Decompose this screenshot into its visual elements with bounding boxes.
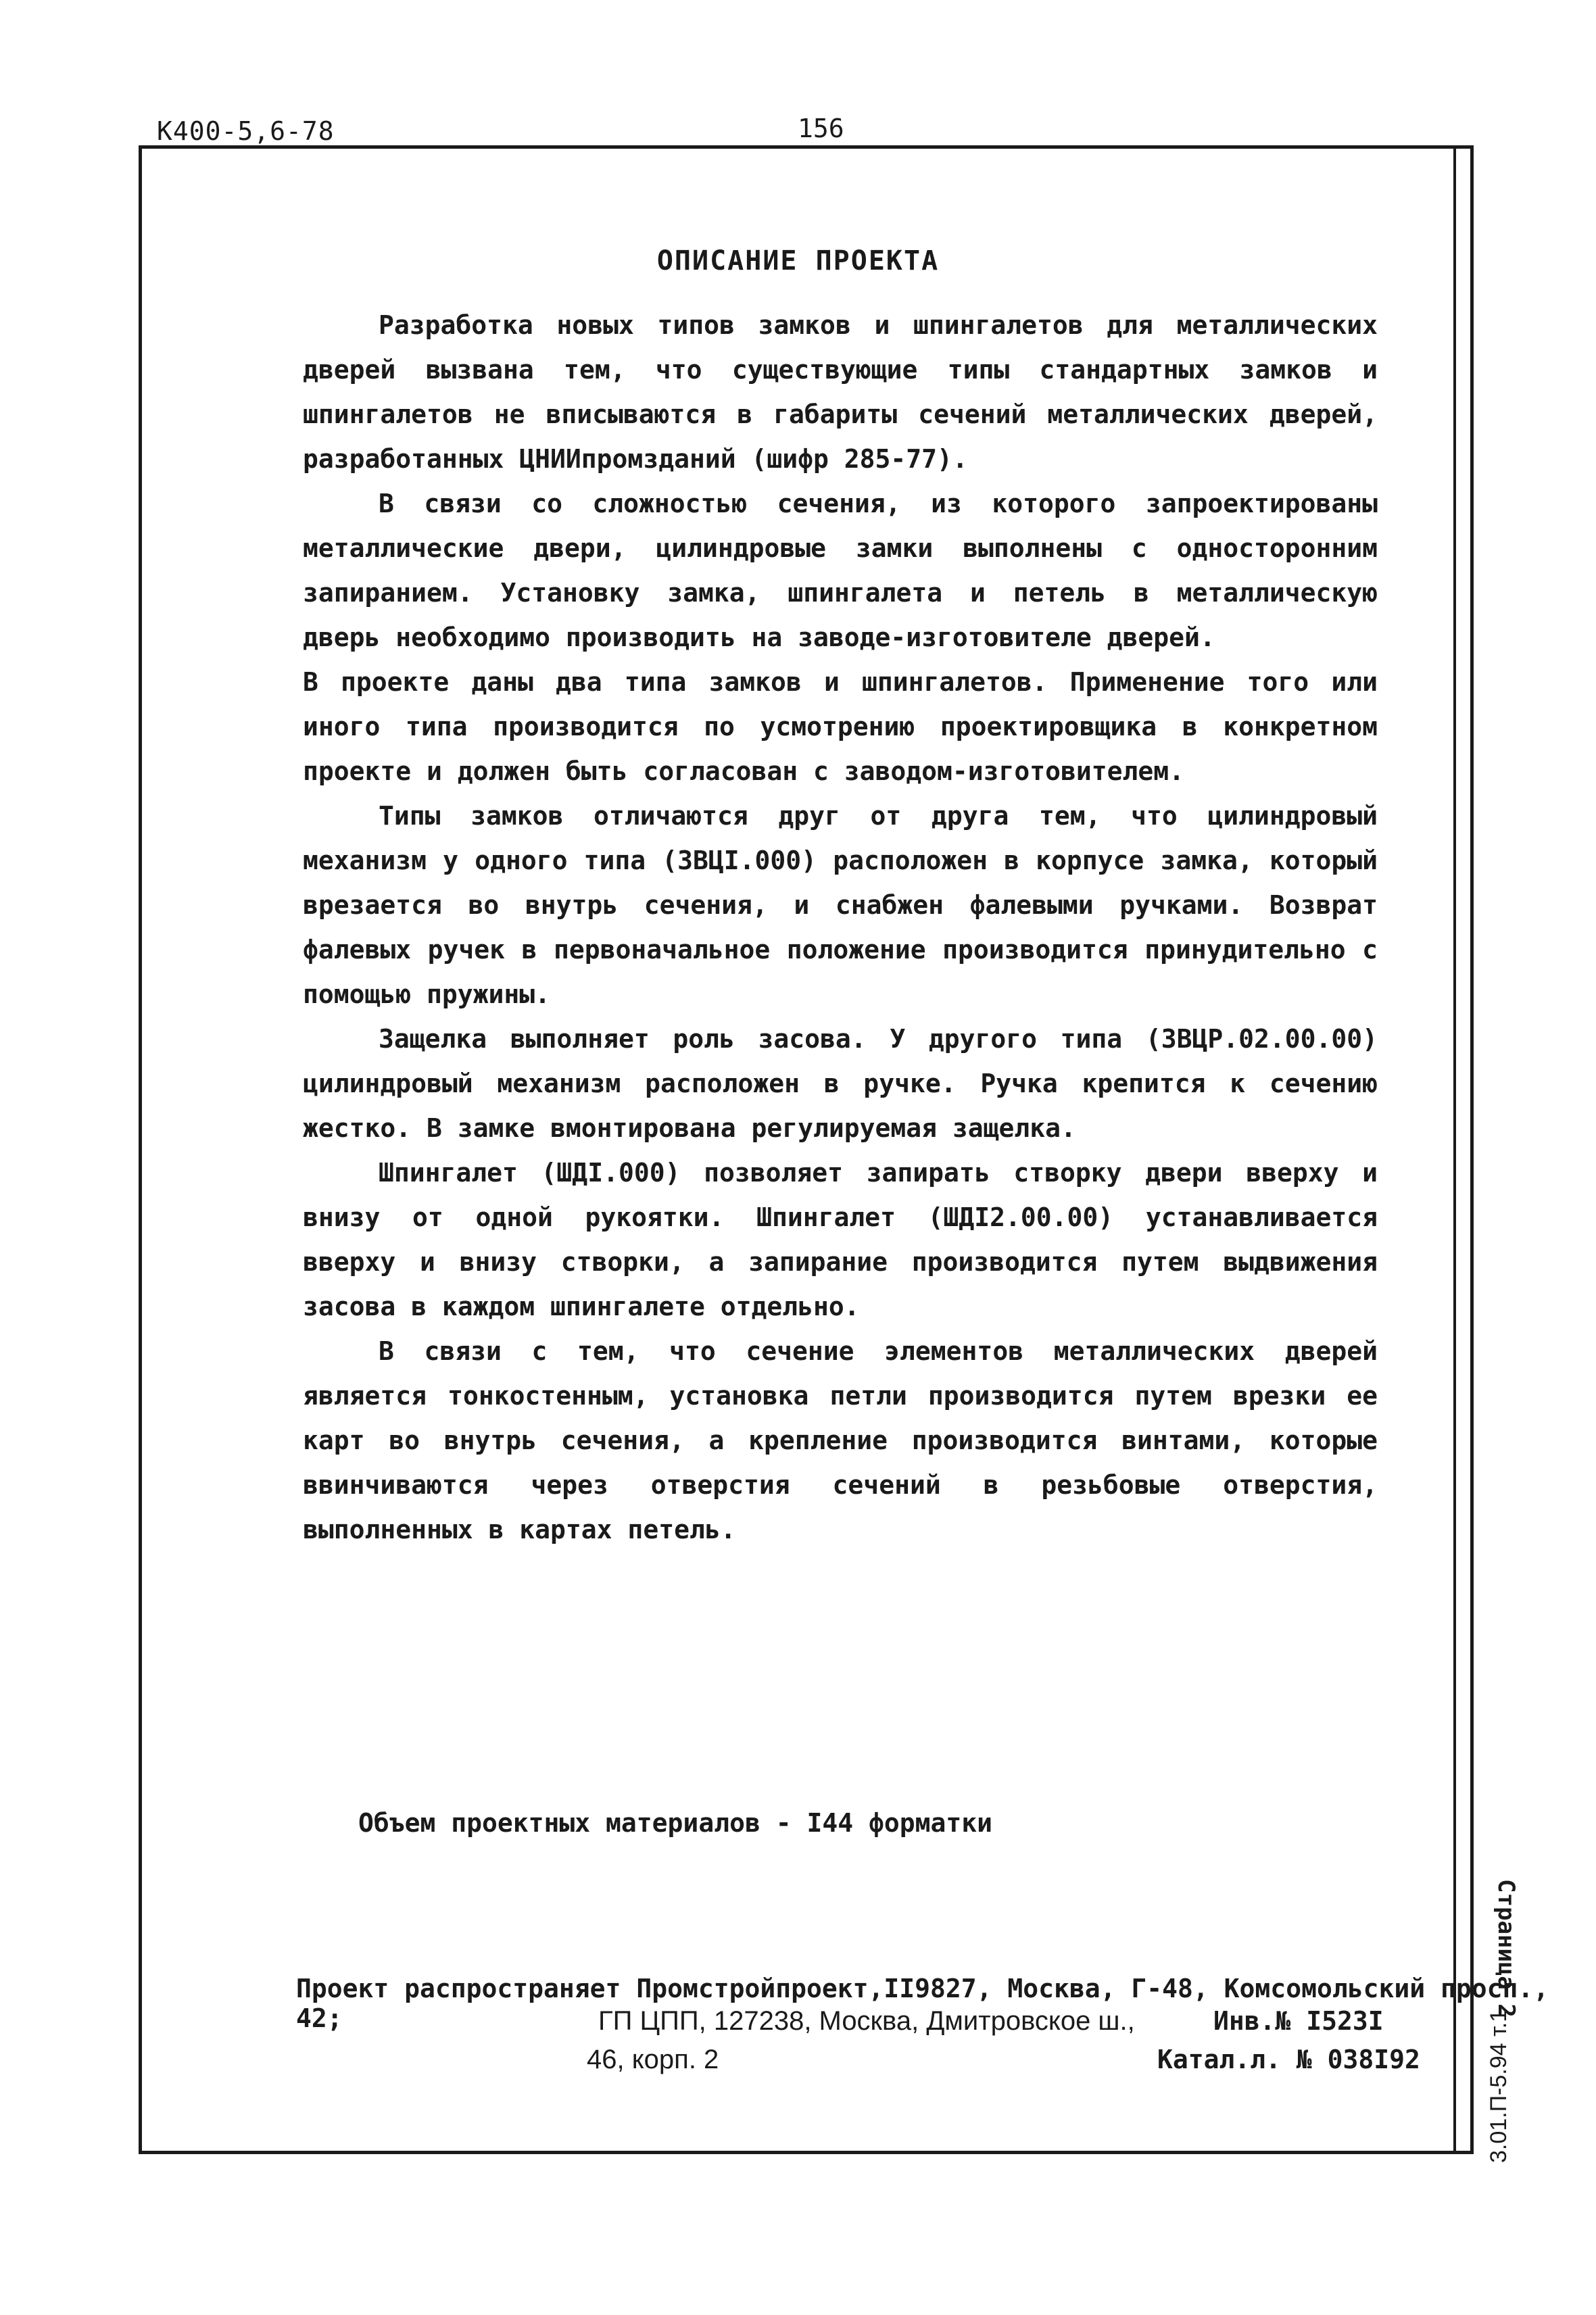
document-code: К400-5,6-78: [157, 116, 335, 146]
paragraph: Защелка выполняет роль засова. У другого типа (ЗВЦР.02.00.00) цилиндровый механизм расположен в ручке. Ручка крепится к сечению жестко. В замке вмонтирована регулируемая защелка.: [303, 1024, 1378, 1143]
address-line-2: 46, корп. 2: [587, 2045, 719, 2074]
address-line-1: ГП ЦПП, 127238, Москва, Дмитровское ш.,: [598, 2006, 1135, 2036]
paragraph: В связи со сложностью сечения, из которого запроектированы металлические двери, цилиндровые замки выполнены с односторонним запиранием. Установку замка, шпингалета и петель в металлическую дверь необходимо производить на заводе-изготовителе дверей.: [303, 489, 1378, 652]
inventory-number: Инв.№ I523I: [1213, 2006, 1384, 2036]
paragraph: Типы замков отличаются друг от друга тем, что цилиндровый механизм у одного типа (ЗВЦI.000) расположен в корпусе замка, который врезается во внутрь сечения, и снабжен фалевыми ручками. Возврат фалевых ручек в первоначальное положение производится принудительно с помощью пружины.: [303, 801, 1378, 1009]
paragraph: Шпингалет (ШДI.000) позволяет запирать створку двери вверху и внизу от одной рукоятки. Шпингалет (ШДI2.00.00) устанавливается вверху и внизу створки, а запирание производится путем выдвижения засова в каждом шпингалете отдельно.: [303, 1158, 1378, 1321]
catalog-number: Катал.л. № 038I92: [1157, 2045, 1420, 2074]
side-stamp-code: 3.01.П-5.94 т.1: [1486, 2009, 1512, 2163]
paragraph: В проекте даны два типа замков и шпингалетов. Применение того или иного типа производится по усмотрению проектировщика в конкретном проекте и должен быть согласован с заводом-изготовителем.: [303, 667, 1378, 786]
page-title: ОПИСАНИЕ ПРОЕКТА: [656, 245, 940, 276]
distributor-line: Проект распространяет Промстройпроект,II9827, Москва, Г-48, Комсомольский просп., 42;: [296, 1974, 1549, 2033]
paragraph: В связи с тем, что сечение элементов металлических дверей является тонкостенным, установка петли производится путем врезки ее карт во внутрь сечения, а крепление производится винтами, которые ввинчиваются через отверстия сечений в резьбовые отверстия, выполненных в картах петель.: [303, 1336, 1378, 1544]
side-stamp-page: Страница 2: [1493, 1879, 1520, 2018]
description-body: [303, 303, 1378, 1552]
side-stamp: [1480, 1879, 1521, 2163]
frame-inner-right-line: [1453, 145, 1456, 2154]
paragraph: Разработка новых типов замков и шпингалетов для металлических дверей вызвана тем, что существующие типы стандартных замков и шпингалетов не вписываются в габариты сечений металлических дверей, разработанных ЦНИИпромзданий (шифр 285-77).: [303, 310, 1378, 474]
page-number: 156: [798, 114, 844, 143]
volume-note: Объем проектных материалов - I44 форматки: [358, 1808, 992, 1838]
